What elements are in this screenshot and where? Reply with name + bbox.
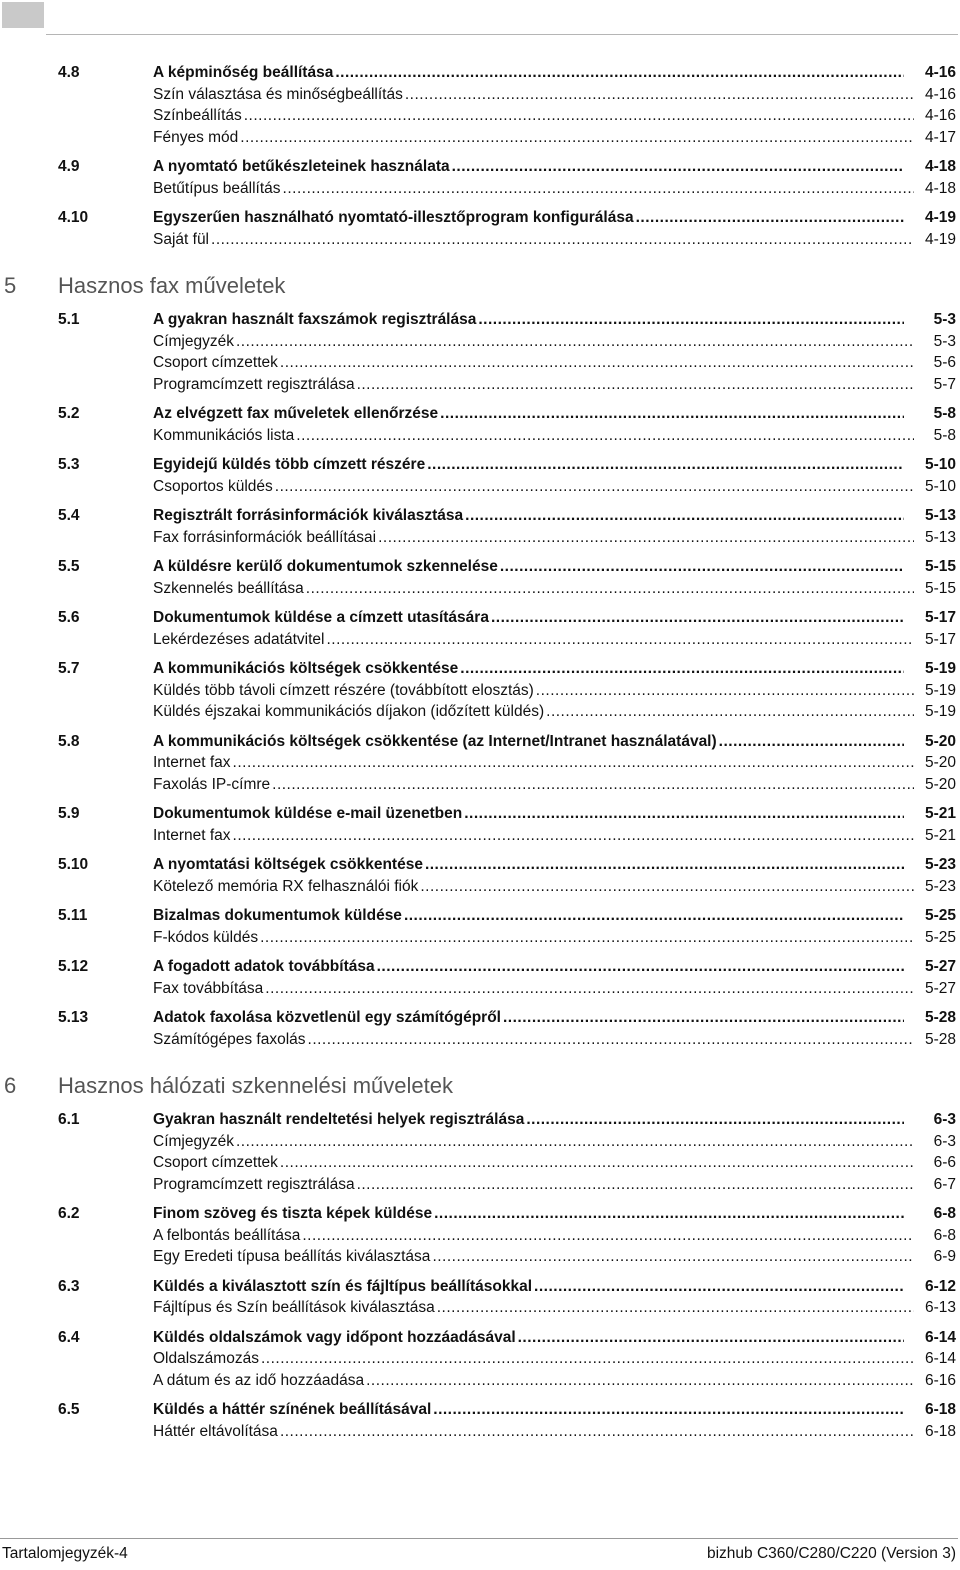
- chapter-number: 5: [4, 273, 17, 298]
- toc-entry-title[interactable]: Internet fax: [153, 826, 231, 844]
- page-number[interactable]: 5-8: [933, 405, 956, 422]
- section-number: 4.8: [58, 64, 80, 81]
- page-number[interactable]: 4-18: [924, 179, 956, 197]
- toc-subsection-row[interactable]: [0, 1131, 960, 1153]
- dot-leader: [465, 505, 904, 527]
- page-number[interactable]: 5-19: [924, 681, 956, 699]
- page-number[interactable]: 6-3: [933, 1111, 956, 1128]
- toc-subsection-row[interactable]: [0, 374, 960, 396]
- toc-entry-title[interactable]: Finom szöveg és tiszta képek küldése: [153, 1205, 433, 1222]
- toc-entry-title[interactable]: Saját fül: [153, 230, 210, 248]
- toc-subsection-row[interactable]: [0, 1029, 960, 1051]
- toc-entry: [153, 527, 956, 549]
- page-number[interactable]: 5-10: [924, 456, 956, 473]
- dot-leader: [534, 1276, 904, 1298]
- toc-entry-title[interactable]: Programcímzett regisztrálása: [153, 375, 355, 393]
- section-number: 5.2: [58, 405, 80, 422]
- toc-subsection-row[interactable]: [0, 1348, 960, 1370]
- section-number: 5.8: [58, 732, 80, 750]
- toc-entry: [153, 1246, 956, 1268]
- toc-section-row[interactable]: [0, 1399, 960, 1421]
- toc-entry: [153, 1203, 956, 1225]
- section-number: 4.10: [58, 209, 89, 226]
- toc-entry: [153, 352, 956, 374]
- page-number[interactable]: 4-19: [924, 230, 956, 248]
- dot-leader: [503, 1007, 904, 1029]
- toc-entry-title[interactable]: Csoportos küldés: [153, 477, 273, 495]
- page-number[interactable]: 4-16: [924, 107, 956, 124]
- page-number[interactable]: 5-27: [924, 979, 956, 997]
- toc-entry: [153, 927, 956, 949]
- dot-leader: [280, 1152, 914, 1174]
- section-number: 5.11: [58, 907, 88, 924]
- footer-rule: [0, 1538, 958, 1539]
- toc-entry-title[interactable]: Egyidejű küldés több címzett részére: [153, 456, 426, 473]
- section-number: 5.9: [58, 805, 80, 822]
- page-number[interactable]: 4-16: [924, 64, 956, 81]
- toc-section-row[interactable]: [0, 731, 960, 753]
- toc-entry-title[interactable]: A gyakran használt faxszámok regisztrálása: [153, 311, 477, 328]
- page-number[interactable]: 5-21: [924, 826, 956, 844]
- toc-section-row[interactable]: [0, 1007, 960, 1029]
- section-number: 6.1: [58, 1111, 80, 1128]
- toc-entry-title[interactable]: Címjegyzék: [153, 332, 234, 350]
- toc-entry: [153, 127, 956, 149]
- toc-entry-title[interactable]: Egy Eredeti típusa beállítás kiválasztása: [153, 1248, 431, 1265]
- toc-entry-title[interactable]: Csoport címzettek: [153, 1154, 278, 1171]
- toc-entry: [153, 556, 956, 578]
- toc-entry-title[interactable]: Kommunikációs lista: [153, 426, 295, 444]
- dot-leader: [244, 105, 914, 127]
- toc-section-row[interactable]: [0, 803, 960, 825]
- page-number[interactable]: 5-28: [924, 1030, 956, 1048]
- toc-entry-title[interactable]: Csoport címzettek: [153, 354, 278, 371]
- toc-entry-title[interactable]: Számítógépes faxolás: [153, 1030, 306, 1048]
- dot-leader: [719, 731, 904, 753]
- toc-entry: [153, 752, 956, 774]
- toc-entry-title[interactable]: Fájltípus és Szín beállítások kiválasztása: [153, 1299, 435, 1316]
- page-number[interactable]: 6-13: [924, 1299, 956, 1316]
- toc-entry-title[interactable]: Küldés több távoli címzett részére (továbbított elosztás): [153, 681, 534, 699]
- toc-subsection-row[interactable]: [0, 127, 960, 149]
- toc-entry: [153, 1348, 956, 1370]
- toc-entry-title[interactable]: Címjegyzék: [153, 1132, 234, 1150]
- section-number: 5.7: [58, 660, 80, 677]
- toc-subsection-row[interactable]: [0, 927, 960, 949]
- dot-leader: [546, 701, 914, 723]
- toc-entry: [153, 1131, 956, 1153]
- dot-leader: [378, 527, 914, 549]
- chapter-heading: [0, 272, 960, 300]
- toc-entry: [153, 680, 956, 702]
- toc-entry-title[interactable]: Bizalmas dokumentumok küldése: [153, 907, 402, 924]
- section-number: 5.3: [58, 456, 80, 473]
- page-number[interactable]: 6-9: [933, 1248, 956, 1265]
- toc-entry: [153, 1007, 956, 1029]
- toc-subsection-row[interactable]: [0, 331, 960, 353]
- toc-subsection-row[interactable]: [0, 178, 960, 200]
- toc-entry: [153, 774, 956, 796]
- toc-section-row[interactable]: [0, 1203, 960, 1225]
- dot-leader: [296, 425, 914, 447]
- chapter-number: 6: [4, 1073, 17, 1098]
- toc-subsection-row[interactable]: [0, 629, 960, 651]
- toc-entry: [153, 607, 956, 629]
- toc-entry: [153, 1174, 956, 1196]
- page-number[interactable]: 5-13: [924, 528, 956, 546]
- toc-entry: [153, 1370, 956, 1392]
- dot-leader: [211, 229, 914, 251]
- dot-leader: [420, 876, 914, 898]
- dot-leader: [536, 680, 914, 702]
- toc-entry: [153, 505, 956, 527]
- toc-entry: [153, 331, 956, 353]
- toc-entry-title[interactable]: A fogadott adatok továbbítása: [153, 958, 375, 975]
- toc-entry-title[interactable]: A kommunikációs költségek csökkentése: [153, 660, 459, 677]
- toc-entry: [153, 658, 956, 680]
- toc-subsection-row[interactable]: [0, 825, 960, 847]
- dot-leader: [283, 178, 914, 200]
- section-number: 4.9: [58, 158, 80, 175]
- toc-subsection-row[interactable]: [0, 425, 960, 447]
- toc-subsection-row[interactable]: [0, 1370, 960, 1392]
- dot-leader: [357, 374, 914, 396]
- toc-subsection-row[interactable]: [0, 1152, 960, 1174]
- header-rule: [46, 34, 958, 35]
- toc-entry-title[interactable]: Küldés oldalszámok vagy időpont hozzáadásával: [153, 1328, 516, 1346]
- toc-subsection-row[interactable]: [0, 701, 960, 723]
- section-number: 6.2: [58, 1205, 80, 1222]
- page-number[interactable]: 6-7: [933, 1175, 956, 1193]
- toc-subsection-row[interactable]: [0, 229, 960, 251]
- page-number[interactable]: 6-14: [924, 1328, 956, 1346]
- footer-product-label: bizhub C360/C280/C220 (Version 3): [706, 1545, 956, 1562]
- dot-leader: [464, 803, 904, 825]
- toc-entry: [153, 578, 956, 600]
- section-number: 5.12: [58, 958, 89, 975]
- page-number[interactable]: 4-18: [924, 158, 956, 175]
- toc-entry: [153, 476, 956, 498]
- toc-section-row[interactable]: [0, 658, 960, 680]
- dot-leader: [433, 1399, 904, 1421]
- toc-entry-title[interactable]: Betűtípus beállítás: [153, 179, 281, 197]
- toc-entry: [153, 178, 956, 200]
- section-number: 6.5: [58, 1401, 80, 1418]
- toc-entry: [153, 374, 956, 396]
- page-number[interactable]: 5-23: [924, 856, 956, 873]
- dot-leader: [261, 1348, 914, 1370]
- toc-entry: [153, 803, 956, 825]
- toc-entry: [153, 854, 956, 876]
- toc-entry: [153, 876, 956, 898]
- page-number[interactable]: 5-3: [933, 311, 956, 328]
- page-number[interactable]: 5-8: [933, 426, 956, 444]
- toc-entry: [153, 309, 956, 331]
- toc-entry-title[interactable]: Szín választása és minőségbeállítás: [153, 85, 403, 103]
- page-number[interactable]: 5-25: [924, 907, 956, 924]
- page-number[interactable]: 5-13: [924, 507, 956, 524]
- dot-leader: [272, 774, 914, 796]
- dot-leader: [280, 1421, 914, 1443]
- toc-section-row[interactable]: [0, 403, 960, 425]
- page-number[interactable]: 5-17: [924, 609, 956, 626]
- toc-entry-title[interactable]: Küldés a háttér színének beállításával: [153, 1401, 432, 1418]
- dot-leader: [432, 1246, 914, 1268]
- toc-section-row[interactable]: [0, 956, 960, 978]
- toc-entry-title[interactable]: Programcímzett regisztrálása: [153, 1175, 355, 1193]
- toc-subsection-row[interactable]: [0, 876, 960, 898]
- page-number[interactable]: 4-17: [924, 128, 956, 146]
- toc-entry-title[interactable]: Küldés éjszakai kommunikációs díjakon (időzített küldés): [153, 703, 545, 720]
- toc-section-row[interactable]: [0, 854, 960, 876]
- toc-entry-title[interactable]: A küldésre kerülő dokumentumok szkennelése: [153, 558, 498, 575]
- toc-entry-title[interactable]: Dokumentumok küldése a címzett utasítására: [153, 609, 489, 626]
- page-number[interactable]: 6-18: [924, 1401, 956, 1418]
- dot-leader: [500, 556, 904, 578]
- toc-entry: [153, 905, 956, 927]
- toc-entry-title[interactable]: Küldés a kiválasztott szín és fájltípus beállításokkal: [153, 1277, 533, 1295]
- dot-leader: [478, 309, 904, 331]
- page-number[interactable]: 5-15: [924, 579, 956, 597]
- toc-entry: [153, 701, 956, 723]
- chapter-title[interactable]: Hasznos fax műveletek: [58, 273, 286, 298]
- toc-entry-title[interactable]: Kötelező memória RX felhasználói fiók: [153, 877, 419, 895]
- dot-leader: [357, 1174, 914, 1196]
- toc-entry-title[interactable]: Gyakran használt rendeltetési helyek regisztrálása: [153, 1111, 525, 1128]
- dot-leader: [377, 956, 904, 978]
- dot-leader: [437, 1297, 914, 1319]
- toc-entry: [153, 84, 956, 106]
- toc-section-row[interactable]: [0, 1109, 960, 1131]
- page-number[interactable]: 5-28: [924, 1009, 956, 1026]
- page-number[interactable]: 5-20: [924, 775, 956, 793]
- page-number[interactable]: 6-8: [933, 1226, 956, 1244]
- page-number[interactable]: 5-19: [924, 703, 956, 720]
- page-number[interactable]: 5-21: [924, 805, 956, 822]
- page-number[interactable]: 6-14: [924, 1350, 956, 1367]
- toc-section-row[interactable]: [0, 505, 960, 527]
- toc-subsection-row[interactable]: [0, 978, 960, 1000]
- toc-entry-title[interactable]: Faxolás IP-címre: [153, 775, 271, 793]
- dot-leader: [302, 1225, 914, 1247]
- toc-entry: [153, 731, 956, 753]
- toc-entry: [153, 403, 956, 425]
- toc-entry-title[interactable]: Háttér eltávolítása: [153, 1422, 278, 1440]
- toc-entry-title[interactable]: Dokumentumok küldése e-mail üzenetben: [153, 805, 463, 822]
- section-number: 5.5: [58, 558, 80, 575]
- toc-entry-title[interactable]: Színbeállítás: [153, 107, 242, 124]
- page-number[interactable]: 5-7: [933, 375, 956, 393]
- toc-entry-title[interactable]: Fax forrásinformációk beállításai: [153, 528, 377, 546]
- section-number: 6.3: [58, 1277, 80, 1295]
- page-number[interactable]: 5-15: [924, 558, 956, 575]
- toc-entry: [153, 425, 956, 447]
- toc-entry: [153, 207, 956, 229]
- toc-section-row[interactable]: [0, 62, 960, 84]
- toc-entry-title[interactable]: A kommunikációs költségek csökkentése (az Internet/Intranet használatával): [153, 732, 717, 750]
- page-number[interactable]: 5-25: [924, 928, 956, 946]
- dot-leader: [236, 1131, 914, 1153]
- dot-leader: [366, 1370, 914, 1392]
- header-tab: [2, 2, 44, 28]
- page-number[interactable]: 5-27: [924, 958, 956, 975]
- section-number: 5.4: [58, 507, 80, 524]
- page-number[interactable]: 5-17: [924, 630, 956, 648]
- toc-entry: [153, 629, 956, 651]
- toc-section-row[interactable]: [0, 1276, 960, 1298]
- chapter-heading: [0, 1072, 960, 1100]
- toc-entry-title[interactable]: F-kódos küldés: [153, 928, 259, 946]
- toc-entry-title[interactable]: A dátum és az idő hozzáadása: [153, 1371, 365, 1389]
- page-number[interactable]: 6-6: [933, 1154, 956, 1171]
- toc-entry-title[interactable]: Az elvégzett fax műveletek ellenőrzése: [153, 405, 439, 422]
- page-number[interactable]: 6-12: [924, 1277, 956, 1295]
- toc-subsection-row[interactable]: [0, 1246, 960, 1268]
- toc-entry: [153, 1399, 956, 1421]
- toc-entry: [153, 825, 956, 847]
- toc-entry: [153, 1421, 956, 1443]
- page-number[interactable]: 4-19: [924, 209, 956, 226]
- toc-subsection-row[interactable]: [0, 774, 960, 796]
- toc-entry: [153, 1152, 956, 1174]
- toc-subsection-row[interactable]: [0, 752, 960, 774]
- toc-entry: [153, 62, 956, 84]
- dot-leader: [233, 752, 914, 774]
- toc-subsection-row[interactable]: [0, 1225, 960, 1247]
- toc-entry: [153, 229, 956, 251]
- dot-leader: [404, 905, 904, 927]
- toc-section-row[interactable]: [0, 1327, 960, 1349]
- toc-entry: [153, 1225, 956, 1247]
- dot-leader: [280, 352, 914, 374]
- dot-leader: [306, 578, 914, 600]
- toc-entry: [153, 1276, 956, 1298]
- toc-section-row[interactable]: [0, 309, 960, 331]
- toc-section-row[interactable]: [0, 207, 960, 229]
- toc-section-row[interactable]: [0, 905, 960, 927]
- dot-leader: [326, 629, 914, 651]
- toc-entry-title[interactable]: A felbontás beállítása: [153, 1226, 301, 1244]
- dot-leader: [434, 1203, 904, 1225]
- toc-subsection-row[interactable]: [0, 527, 960, 549]
- toc-entry: [153, 1029, 956, 1051]
- section-number: 5.6: [58, 609, 80, 626]
- toc-entry-title[interactable]: Adatok faxolása közvetlenül egy számítógépről: [153, 1009, 501, 1026]
- dot-leader: [265, 978, 914, 1000]
- page-number[interactable]: 4-16: [924, 85, 956, 103]
- page-number[interactable]: 6-18: [924, 1422, 956, 1440]
- toc-entry: [153, 1109, 956, 1131]
- toc-entry-title[interactable]: Egyszerűen használható nyomtató-illesztőprogram konfigurálása: [153, 209, 634, 226]
- toc-entry-title[interactable]: A nyomtatási költségek csökkentése: [153, 856, 423, 873]
- dot-leader: [335, 62, 904, 84]
- toc-entry-title[interactable]: Szkennelés beállítása: [153, 579, 304, 597]
- toc-section-row[interactable]: [0, 156, 960, 178]
- toc-entry: [153, 454, 956, 476]
- dot-leader: [405, 84, 914, 106]
- page-number[interactable]: 5-10: [924, 477, 956, 495]
- toc-subsection-row[interactable]: [0, 476, 960, 498]
- dot-leader: [636, 207, 904, 229]
- toc-entry-title[interactable]: Fényes mód: [153, 128, 239, 146]
- dot-leader: [236, 331, 914, 353]
- dot-leader: [425, 854, 904, 876]
- page-number[interactable]: 5-23: [924, 877, 956, 895]
- dot-leader: [308, 1029, 914, 1051]
- toc-entry: [153, 978, 956, 1000]
- chapter-title[interactable]: Hasznos hálózati szkennelési műveletek: [58, 1073, 453, 1098]
- toc-entry-title[interactable]: Regisztrált forrásinformációk kiválasztása: [153, 507, 464, 524]
- dot-leader: [427, 454, 904, 476]
- dot-leader: [518, 1327, 904, 1349]
- page-number[interactable]: 5-19: [924, 660, 956, 677]
- page-number[interactable]: 6-16: [924, 1371, 956, 1389]
- page-number[interactable]: 5-3: [933, 332, 956, 350]
- dot-leader: [275, 476, 914, 498]
- dot-leader: [460, 658, 904, 680]
- toc-subsection-row[interactable]: [0, 680, 960, 702]
- section-number: 5.10: [58, 856, 89, 873]
- toc-section-row[interactable]: [0, 556, 960, 578]
- toc-entry: [153, 105, 956, 127]
- toc-entry: [153, 156, 956, 178]
- dot-leader: [240, 127, 914, 149]
- dot-leader: [491, 607, 904, 629]
- toc-subsection-row[interactable]: [0, 1297, 960, 1319]
- toc-entry-title[interactable]: A nyomtató betűkészleteinek használata: [153, 158, 450, 175]
- toc-entry-title[interactable]: Oldalszámozás: [153, 1350, 259, 1367]
- page-number[interactable]: 6-8: [933, 1205, 956, 1222]
- dot-leader: [452, 156, 904, 178]
- toc-subsection-row[interactable]: [0, 1421, 960, 1443]
- toc-entry-title[interactable]: Internet fax: [153, 754, 231, 771]
- page-number[interactable]: 5-20: [924, 754, 956, 771]
- dot-leader: [526, 1109, 904, 1131]
- toc-subsection-row[interactable]: [0, 105, 960, 127]
- section-number: 6.4: [58, 1328, 80, 1346]
- toc-entry: [153, 1327, 956, 1349]
- section-number: 5.1: [58, 311, 80, 328]
- dot-leader: [233, 825, 914, 847]
- toc-entry-title[interactable]: Lekérdezéses adatátvitel: [153, 630, 325, 648]
- table-of-contents: [0, 62, 960, 1442]
- dot-leader: [440, 403, 904, 425]
- toc-subsection-row[interactable]: [0, 84, 960, 106]
- footer-page-label: Tartalomjegyzék-4: [2, 1545, 128, 1562]
- page-number[interactable]: 6-3: [933, 1132, 956, 1150]
- page-number[interactable]: 5-20: [924, 732, 956, 750]
- page-number[interactable]: 5-6: [933, 354, 956, 371]
- toc-subsection-row[interactable]: [0, 352, 960, 374]
- toc-entry-title[interactable]: A képminőség beállítása: [153, 64, 334, 81]
- toc-section-row[interactable]: [0, 607, 960, 629]
- toc-section-row[interactable]: [0, 454, 960, 476]
- section-number: 5.13: [58, 1009, 89, 1026]
- dot-leader: [260, 927, 914, 949]
- toc-entry-title[interactable]: Fax továbbítása: [153, 979, 264, 997]
- toc-entry: [153, 1297, 956, 1319]
- toc-subsection-row[interactable]: [0, 578, 960, 600]
- toc-subsection-row[interactable]: [0, 1174, 960, 1196]
- toc-entry: [153, 956, 956, 978]
